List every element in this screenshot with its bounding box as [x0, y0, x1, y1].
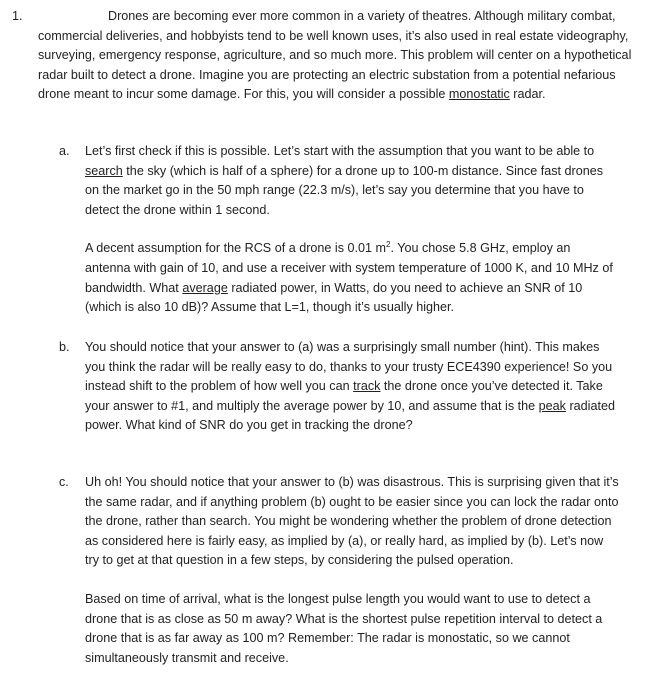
part-b-p1-text-middle: the drone once you’ve detected it. Take your answer to #1, and multiply the average power by 10, and assume that is the	[85, 379, 603, 413]
part-a-paragraph-2	[85, 239, 619, 317]
part-c	[59, 473, 619, 668]
intro-text: Drones are becoming ever more common in a variety of theatres. Although military combat, commercial deliveries, and hobbyists tend to be well known uses, it’s also used in real estate videography, surveying, emergency response, agriculture, and so much more. This problem will center on a hypothetical radar built to detect a drone. Imagine you are protecting an electric substation from a potential nefarious drone meant to incur some damage. For this, you will consider a possible	[38, 9, 632, 102]
part-a-letter: a.	[59, 144, 70, 158]
peak-term: peak	[538, 398, 566, 413]
part-b-body	[85, 338, 619, 436]
search-term: search	[85, 163, 123, 178]
monostatic-term: monostatic	[448, 87, 510, 102]
part-c-paragraph-2: Based on time of arrival, what is the longest pulse length you would want to use to detect a drone that is as close as 50 m away? What is the shortest pulse repetition interval to detect a drone that is as far away as 100 m? Remember: The radar is monostatic, so we cannot simultaneously transmit and receive.	[85, 591, 603, 665]
part-a	[59, 142, 619, 318]
track-term: track	[353, 379, 381, 394]
part-a-p2-text-middle: . You chose 5.8 GHz, employ an antenna with gain of 10, and use a receiver with system temperature of 1000 K, and 10 MHz of bandwidth. What	[85, 241, 613, 295]
problem-number: 1.	[12, 9, 23, 23]
part-c-body	[85, 473, 619, 668]
part-b-p1-text-end: radiated power. What kind of SNR do you get in tracking the drone?	[85, 398, 615, 433]
intro-text-end: radar.	[509, 87, 546, 102]
part-c-paragraph-1: Uh oh! You should notice that your answer to (b) was disastrous. This is surprising given that it’s the same radar, and if anything problem (b) ought to be easier since you can lock the radar onto the drone, rather than search. You might be wondering whether the problem of drone detection as considered here is fairly easy, as implied by (a), or really hard, as implied by (b). Let’s now try to get at that question in a few steps, by considering the pulsed operation.	[85, 475, 619, 568]
part-b-paragraph-1	[85, 338, 619, 436]
problem-intro	[38, 7, 642, 105]
part-a-p1-text-end: the sky (which is half of a sphere) for a drone up to 100-m distance. Since fast drones on the market go in the 50 mph range (22.3 m/s), let’s say you determine that you have to detect the drone within 1 second.	[85, 163, 604, 217]
part-a-p2-text-end: radiated power, in Watts, do you need to achieve an SNR of 10 (which is also 10 dB)? Assume that L=1, though it’s usually higher.	[85, 280, 583, 315]
part-b-letter: b.	[59, 340, 70, 354]
part-b	[59, 338, 619, 436]
part-a-p2-text: A decent assumption for the RCS of a drone is 0.01 m	[85, 241, 387, 256]
part-a-body	[85, 142, 619, 318]
part-c-letter: c.	[59, 475, 69, 489]
part-a-p1-text: Let’s first check if this is possible. Let’s start with the assumption that you want to be able to	[85, 144, 595, 158]
average-term: average	[182, 280, 228, 295]
part-a-paragraph-1	[85, 142, 619, 220]
squared-superscript: 2	[386, 240, 391, 250]
part-b-p1-text: You should notice that your answer to (a) was a surprisingly small number (hint). This makes you think the radar will be really easy to do, thanks to your trusty ECE4390 experience! So you instead shift to the problem of how well you can	[85, 340, 613, 394]
